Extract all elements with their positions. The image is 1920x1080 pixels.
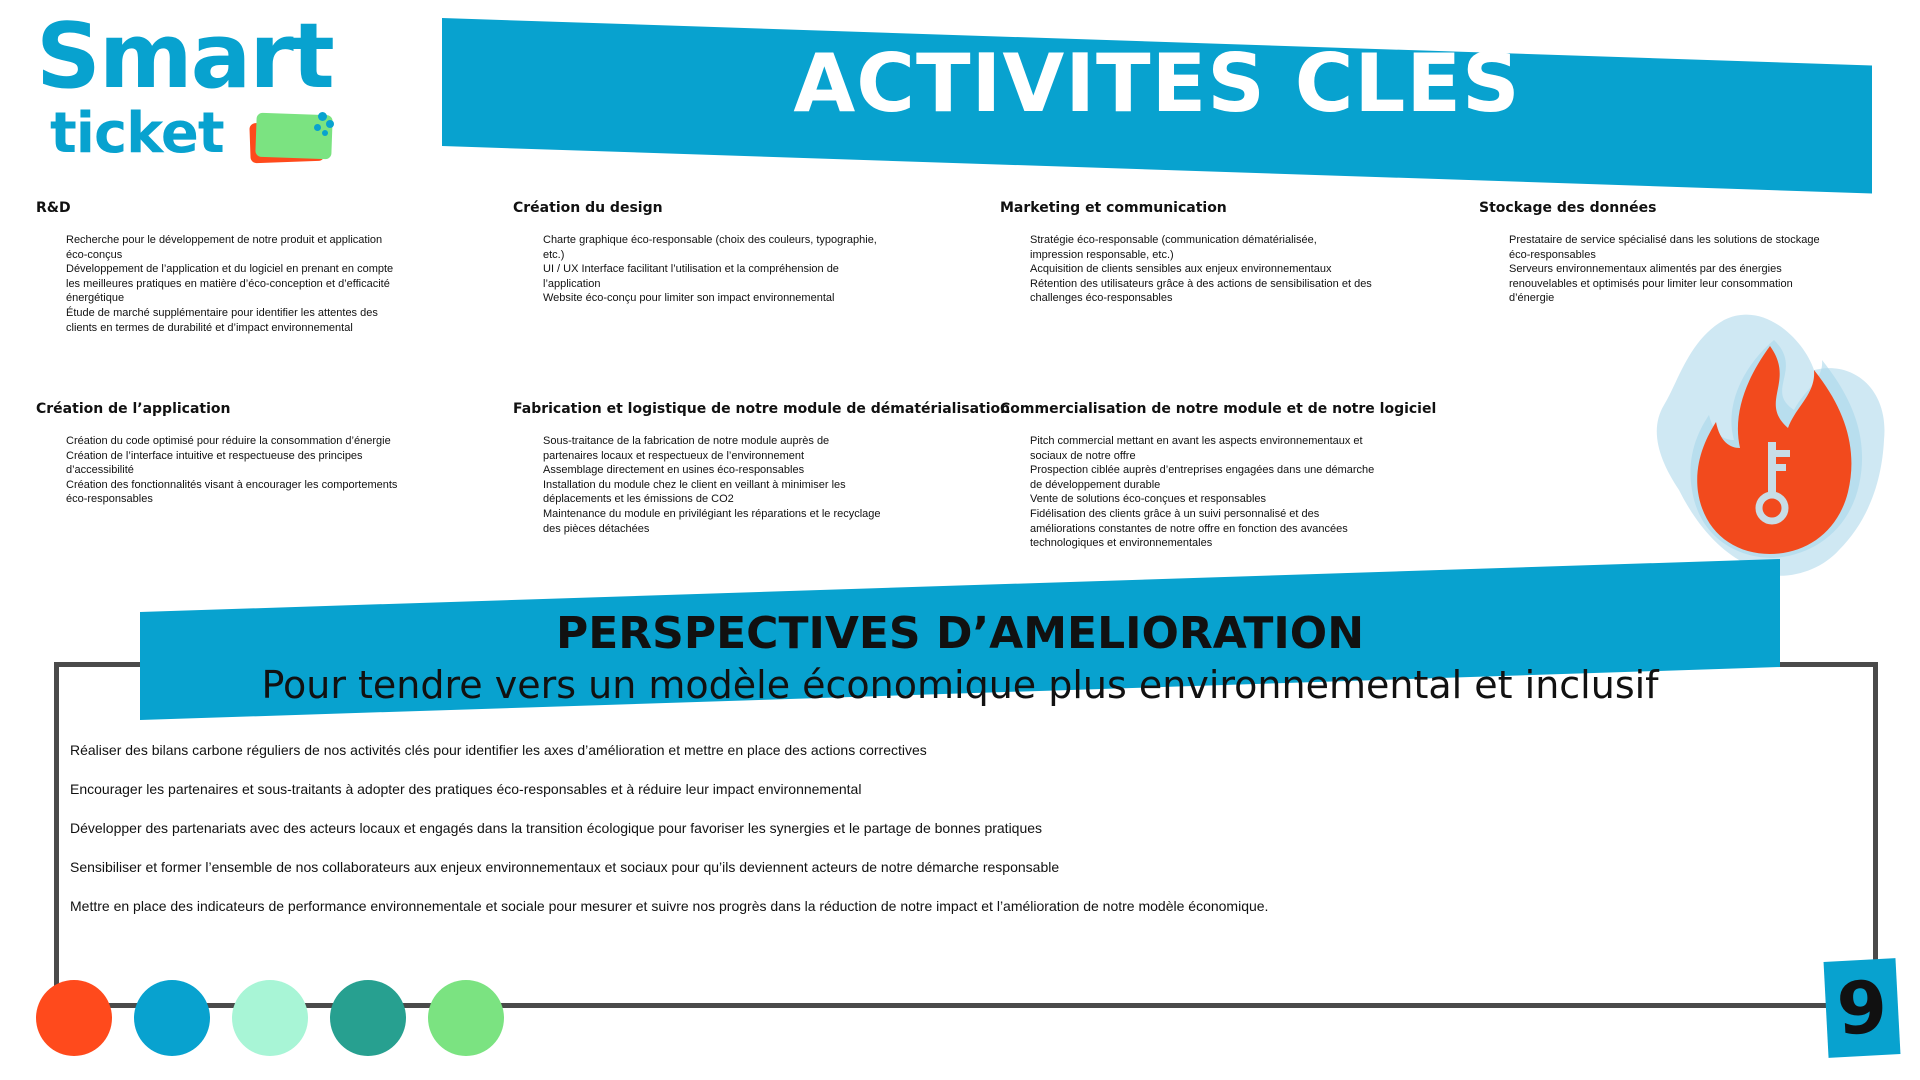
activity-item: Acquisition de clients sensibles aux enjeux environnementaux [1030,263,1332,276]
page-title: ACTIVITES CLES [793,37,1521,130]
activity-items [1000,434,1400,551]
activity-item: renouvelables et optimisés pour limiter leur consommation [1509,277,1793,290]
activity-items [513,434,913,536]
activity-item: Rétention des utilisateurs grâce à des actions de sensibilisation et des [1030,277,1372,290]
activity-item: d’énergie [1509,292,1555,305]
activity-item: Charte graphique éco-responsable (choix des couleurs, typographie, [543,234,877,246]
perspectives-title: PERSPECTIVES D’AMELIORATION [555,608,1365,659]
activity-item: etc.) [543,248,565,261]
activity-item: Vente de solutions éco-conçues et responsables [1030,493,1267,506]
activity-rd [36,200,436,335]
activity-item: Création de l’interface intuitive et respectueuse des principes [66,449,363,462]
activity-title: Fabrication et logistique de notre module de dématérialisation [513,401,1011,417]
activity-title: Création de l’application [36,401,231,417]
activity-items [1479,233,1879,306]
color-circle-teal [330,980,406,1056]
perspective-item: Encourager les partenaires et sous-traitants à adopter des pratiques éco-responsables et à réduire leur impact environnemental [70,781,862,797]
activity-marketing [1000,200,1400,306]
activity-item: Pitch commercial mettant en avant les aspects environnementaux et [1030,435,1363,447]
activity-item: les meilleures pratiques en matière d’éco-conception et d’efficacité [66,277,390,290]
activity-items [513,233,913,306]
activity-title: Stockage des données [1479,200,1657,216]
activity-item: Serveurs environnementaux alimentés par des énergies [1509,263,1782,276]
activity-item: Recherche pour le développement de notre produit et application [66,234,383,246]
activity-items [1000,233,1400,306]
activity-item: énergétique [66,292,125,305]
activity-item: éco-conçus [66,248,123,261]
perspectives-subtitle: Pour tendre vers un modèle économique plus environnemental et inclusif [261,663,1659,707]
logo-dot [326,120,334,128]
activity-item: Website éco-conçu pour limiter son impact environnemental [543,292,835,305]
activity-item: Étude de marché supplémentaire pour identifier les attentes des [66,306,378,319]
activity-item: Prestataire de service spécialisé dans les solutions de stockage [1509,234,1820,246]
logo-smart-text: Smart [36,4,333,109]
key-fire-icon [1654,310,1894,586]
activity-storage [1479,200,1879,306]
activity-title: Marketing et communication [1000,200,1227,216]
activity-items [36,233,436,335]
activity-item: Stratégie éco-responsable (communication dématérialisée, [1030,234,1317,246]
logo-dot [318,112,327,121]
activity-item: Installation du module chez le client en veillant à minimiser les [543,478,846,491]
activity-item: déplacements et les émissions de CO2 [543,493,734,506]
activity-item: Développement de l’application et du logiciel en prenant en compte [66,263,394,276]
color-circle-green [428,980,504,1056]
activity-title: Création du design [513,200,663,216]
perspective-item: Mettre en place des indicateurs de performance environnementale et sociale pour mesurer et suivre nos progrès dans la réduction de notre impact et l’amélioration de notre modèle économique. [70,898,1269,914]
activity-item: des pièces détachées [543,522,650,535]
activity-item: de développement durable [1030,478,1161,491]
activity-item: sociaux de notre offre [1030,449,1136,462]
activity-item: Fidélisation des clients grâce à un suivi personnalisé et des [1030,507,1320,520]
activity-item: éco-responsables [1509,248,1596,261]
activity-items [36,434,436,507]
activity-item: Sous-traitance de la fabrication de notre module auprès de [543,435,830,447]
activity-item: technologiques et environnementales [1030,537,1213,550]
color-circle-blue [134,980,210,1056]
logo-dot [322,130,328,136]
activity-item: d’accessibilité [66,464,134,477]
activity-item: Création du code optimisé pour réduire la consommation d’énergie [66,435,391,447]
activity-title: R&D [36,200,71,216]
color-circle-orange [36,980,112,1056]
perspectives-list [70,740,1830,935]
page-number: 9 [1824,958,1901,1058]
activity-design [513,200,913,306]
activity-item: impression responsable, etc.) [1030,248,1174,261]
activity-item: Création des fonctionnalités visant à encourager les comportements [66,478,398,491]
activity-title: Commercialisation de notre module et de notre logiciel [1000,401,1437,417]
logo-dot [314,124,321,131]
activity-item: Maintenance du module en privilégiant les réparations et le recyclage [543,507,881,520]
activity-item: UI / UX Interface facilitant l’utilisation et la compréhension de [543,263,839,276]
color-circle-mint [232,980,308,1056]
perspective-item: Développer des partenariats avec des acteurs locaux et engagés dans la transition écologique pour favoriser les synergies et le partage de bonnes pratiques [70,820,1043,836]
activity-item: Prospection ciblée auprès d’entreprises engagées dans une démarche [1030,464,1375,477]
activity-item: Assemblage directement en usines éco-responsables [543,464,805,477]
logo-ticket-text: ticket [50,101,224,166]
activity-item: éco-responsables [66,493,153,506]
activity-commercial [1000,401,1437,551]
activity-item: l’application [543,277,601,290]
activity-manufacturing [513,401,1011,536]
activity-item: partenaires locaux et respectueux de l’environnement [543,449,805,462]
activity-app [36,401,436,507]
perspective-item: Sensibiliser et former l’ensemble de nos collaborateurs aux enjeux environnementaux et sociaux pour qu’ils deviennent acteurs de notre démarche responsable [70,859,1060,875]
activity-item: challenges éco-responsables [1030,292,1173,305]
activity-item: améliorations constantes de notre offre en fonction des avancées [1030,522,1348,535]
perspective-item: Réaliser des bilans carbone réguliers de nos activités clés pour identifier les axes d’amélioration et mettre en place des actions correctives [70,742,927,758]
activity-item: clients en termes de durabilité et d’impact environnemental [66,321,353,334]
